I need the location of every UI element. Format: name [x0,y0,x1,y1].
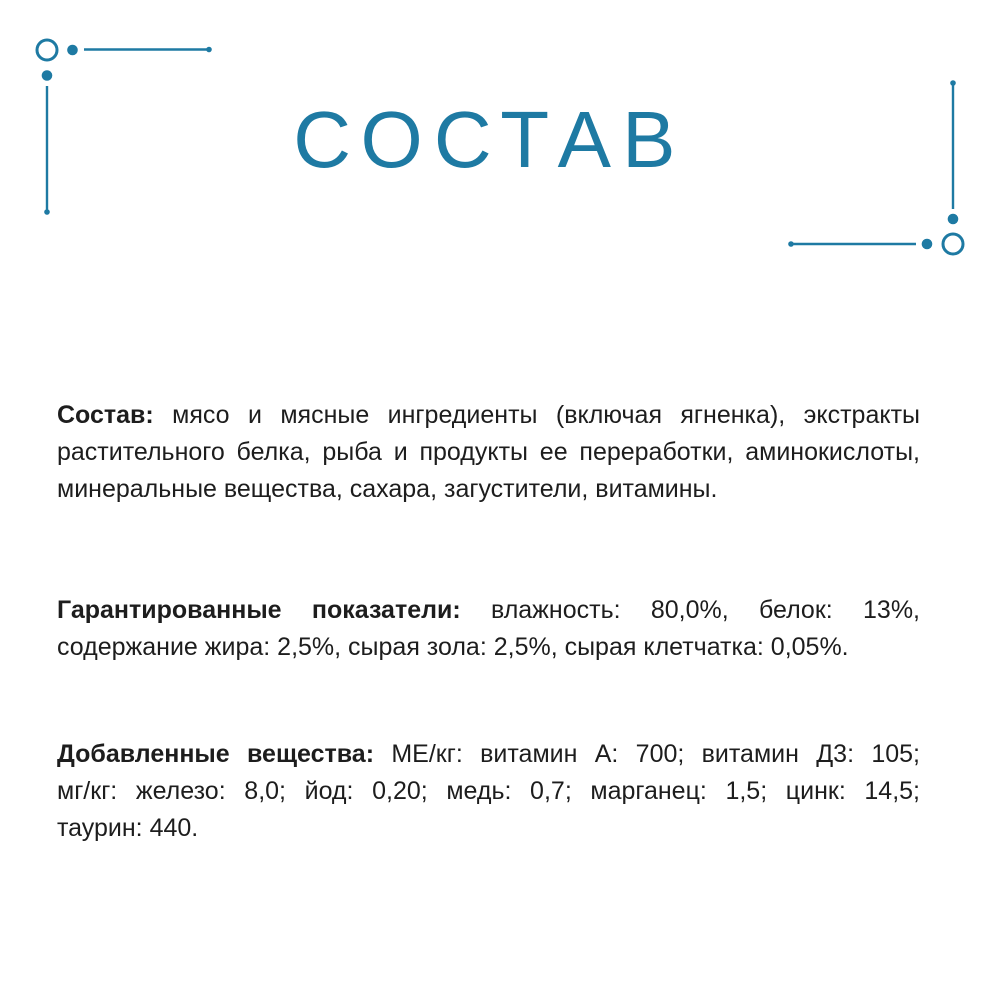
paragraph-lead: Добавленные вещества: [57,740,375,768]
text-line: мг/кг: железо: 8,0; йод: 0,20; медь: 0,7; марганец: 1,5; цинк: 14,5; [57,777,920,805]
paragraph-text: МЕ/кг: витамин А: 700; витамин Д3: 105; [374,740,920,768]
paragraph-lead: Состав: [57,401,154,429]
page-title: СОСТАВ [293,95,687,184]
added-substances-paragraph [57,736,920,847]
paragraph-text: влажность: 80,0%, белок: 13%, [460,596,920,624]
guaranteed-analysis-paragraph [57,592,920,666]
text-line [57,397,920,434]
paragraph-lead: Гарантированные показатели: [57,596,461,624]
text-line: минеральные вещества, сахара, загустители, витамины. [57,475,718,503]
text-line: растительного белка, рыба и продукты ее переработки, аминокислоты, [57,438,920,466]
text-line [57,736,920,773]
composition-paragraph [57,397,920,508]
text-line: содержание жира: 2,5%, сырая зола: 2,5%, сырая клетчатка: 0,05%. [57,633,849,661]
paragraph-text: мясо и мясные ингредиенты (включая ягненка), экстракты [153,401,920,429]
text-line: таурин: 440. [57,814,199,842]
text-line [57,592,920,629]
